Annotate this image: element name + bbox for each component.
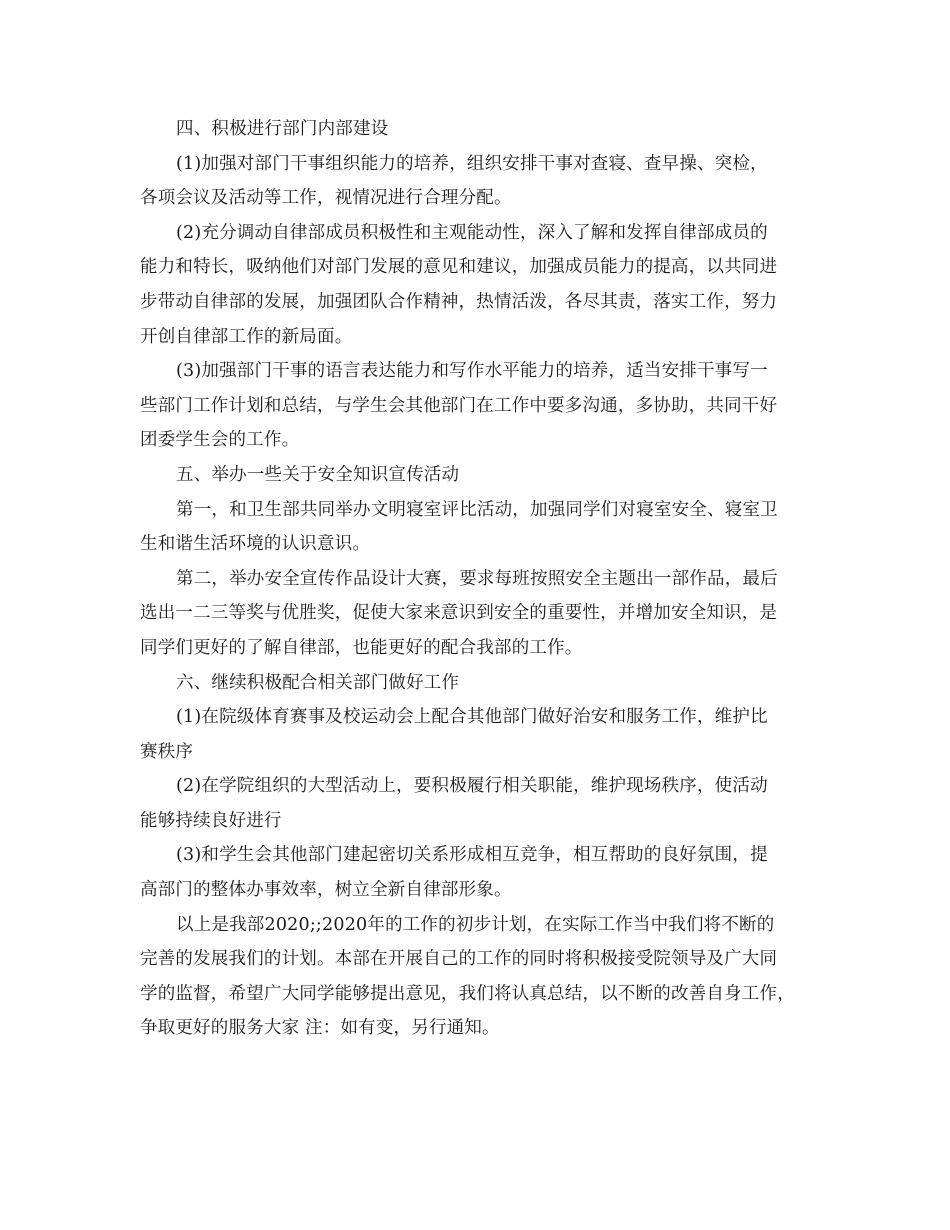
- paragraph-line: 能力和特长，吸纳他们对部门发展的意见和建议，加强成员能力的提高，以共同进: [140, 257, 778, 278]
- paragraph-line: 第二，举办安全宣传作品设计大赛，要求每班按照安全主题出一部作品，最后: [176, 568, 778, 589]
- paragraph-line: 些部门工作计划和总结，与学生会其他部门在工作中要多沟通，多协助，共同干好: [140, 395, 778, 416]
- section-heading-4: 四、积极进行部门内部建设: [176, 119, 389, 139]
- paragraph-line: 同学们更好的了解自律部，也能更好的配合我部的工作。: [140, 637, 583, 658]
- paragraph-line: 团委学生会的工作。: [140, 430, 300, 451]
- section-heading-5: 五、举办一些关于安全知识宣传活动: [176, 464, 460, 485]
- paragraph-line: 完善的发展我们的计划。本部在开展自己的工作的同时将积极接受院领导及广大同: [140, 949, 778, 970]
- paragraph-line: (2)在学院组织的大型活动上，要积极履行相关职能，维护现场秩序，使活动: [176, 776, 768, 797]
- paragraph-line: (2)充分调动自律部成员积极性和主观能动性，深入了解和发挥自律部成员的: [176, 222, 768, 243]
- paragraph-line: 开创自律部工作的新局面。: [140, 326, 353, 347]
- paragraph-line: 选出一二三等奖与优胜奖，促使大家来意识到安全的重要性，并增加安全知识，是: [140, 603, 778, 624]
- paragraph-line: 生和谐生活环境的认识意识。: [140, 534, 371, 555]
- paragraph-line: 第一，和卫生部共同举办文明寝室评比活动，加强同学们对寝室安全、寝室卫: [176, 499, 778, 520]
- paragraph-line: 高部门的整体办事效率，树立全新自律部形象。: [140, 880, 512, 901]
- section-heading-6: 六、继续积极配合相关部门做好工作: [176, 672, 460, 693]
- paragraph-line: 以上是我部2020;;2020年的工作的初步计划，在实际工作当中我们将不断的: [176, 914, 775, 935]
- paragraph-line: 各项会议及活动等工作，视情况进行合理分配。: [140, 188, 512, 209]
- paragraph-line: 步带动自律部的发展，加强团队合作精神，热情活泼，各尽其责，落实工作，努力: [140, 291, 778, 312]
- document-page: [140, 112, 816, 1046]
- paragraph-line: (1)在院级体育赛事及校运动会上配合其他部门做好治安和服务工作，维护比: [176, 707, 768, 728]
- paragraph-line: 学的监督，希望广大同学能够提出意见，我们将认真总结，以不断的改善自身工作，: [140, 983, 795, 1004]
- paragraph-line: (1)加强对部门干事组织能力的培养，组织安排干事对查寝、查早操、突检，: [176, 153, 768, 174]
- paragraph-line: 争取更好的服务大家 注：如有变，另行通知。: [140, 1018, 500, 1039]
- paragraph-line: 赛秩序: [140, 741, 194, 762]
- paragraph-line: 能够持续良好进行: [140, 810, 282, 831]
- paragraph-line: (3)和学生会其他部门建起密切关系形成相互竞争，相互帮助的良好氛围，提: [176, 845, 768, 866]
- paragraph-line: (3)加强部门干事的语言表达能力和写作水平能力的培养，适当安排干事写一: [176, 361, 768, 382]
